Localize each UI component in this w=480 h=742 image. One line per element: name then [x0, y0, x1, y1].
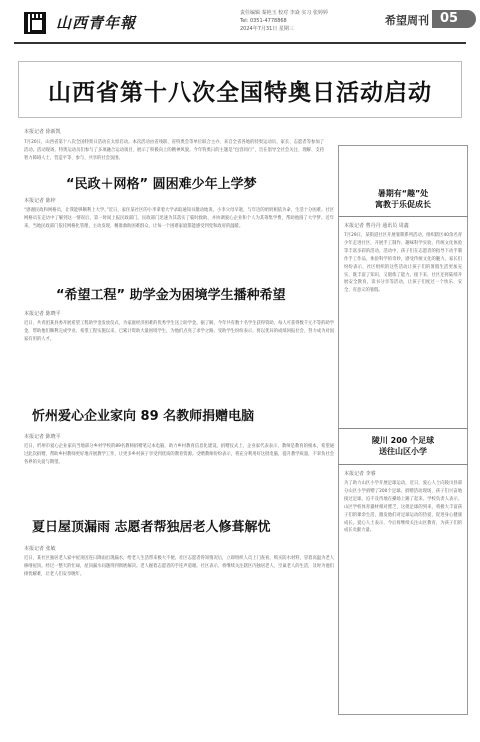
story4-body: 近日，某社区独居老人家中屋顶因连日降雨出现漏水，给老人生活带来极大不便。社区志愿者得知情况后，立即组织人员上门查看，购买防水材料，冒着高温为老人修缮屋顶。经过一整天的忙碌，屋顶漏水问题得到彻底解决。老人握着志愿者的手连声道谢。社区表示，将继续关注辖区内独居老人、空巢老人的生活，及时为他们排忧解难，让老人们安享晚年。 [24, 556, 334, 577]
story4-byline: 本报记者 张敏 [24, 546, 56, 552]
story3-byline: 本报记者 陈晓平 [24, 434, 61, 440]
lead-headline: 山西省第十八次全国特奥日活动启动 [48, 80, 432, 106]
editor-line: 责任编辑 秦艳玉 校对 李焱 实习 张婷婷 [240, 10, 328, 16]
section-title: 希望周刊 [385, 14, 429, 27]
masthead-divider [14, 42, 466, 44]
story2-byline: 本报记者 陈晓平 [24, 311, 61, 317]
sidebar2-body: 为了助力山区小学开展足球运动，近日，爱心人士向陵川县部分山区小学捐赠了200个足球。捐赠活动现场，孩子们兴奋地接过足球，迫不及待地在操场上踢了起来。学校负责人表示，山区学校体育器材相对匮乏，这批足球的到来，将极大丰富孩子们的课余生活，激发他们对足球运动的热爱，促进身心健康成长。爱心人士表示，今后将继续关注山区教育，为孩子们的成长贡献力量。 [344, 481, 462, 534]
story2-headline: “希望工程” 助学金为困境学生播种希望 [56, 288, 286, 303]
sidebar1-divider [338, 216, 468, 217]
sidebar1-byline: 本报记者 曹丹丹 通讯员 周鑫 [344, 223, 409, 229]
sidebar2-top-divider [338, 428, 468, 429]
story1-headline: “民政＋网格” 圆困难少年上学梦 [66, 177, 257, 192]
story3-headline: 忻州爱心企业家向 89 名教师捐赠电脑 [32, 409, 255, 424]
lead-byline: 本报记者 徐新凯 [24, 129, 61, 135]
page-number-badge: 05 [432, 10, 476, 28]
sidebar2-headline: 陵川 200 个足球 送往山区小学 [371, 436, 435, 456]
date-line: 2024年7月31日 星期三 [240, 26, 294, 32]
sidebar2-divider [338, 464, 468, 465]
sidebar1-body: 7月29日，某街道社区开展暑期系列活动，组织辖区40余名青少年走进社区，开展手工制作、趣味科学实验、传统文化体验等丰富多彩的活动。活动中，孩子们在志愿者的指导下动手制作手工作品，体验科学的奇妙，感受传统文化的魅力。家长们纷纷表示，社区组织的这些活动让孩子们的暑假生活更加充实，既丰富了知识，又锻炼了能力。接下来，社区还将陆续开展安全教育、读书分享等活动，让孩子们度过一个快乐、安全、有意义的暑假。 [344, 233, 462, 294]
story1-body: “感谢民政和网格员，让我能够顺利上大学。”近日，家住某社区的小李拿着大学录取通知书激动地说。小李父母早逝，与年迈的奶奶相依为命，生活十分困难。社区网格员在走访中了解到这一情况后，第一时间上报民政部门。民政部门迅速为其落实了临时救助，并协调爱心企业和个人为其筹集学费，帮助他圆了大学梦。近年来，当地民政部门依托网格化管理，主动发现、精准救助困难群众，让每一个困难家庭都能感受到党和政府的温暖。 [24, 208, 334, 229]
publication-info [240, 9, 380, 33]
lead-body: 7月20日，山西省第十八次全国特奥日活动在太原启动。本次活动由省残联、省特奥会等单位联合主办，来自全省各地的特奥运动员、家长、志愿者等参加了活动。活动现场，特奥运动员们参与了多项融合运动项目，展示了积极向上的精神风貌。今年特奥日的主题是“包容同行”，旨在倡导全社会关注、理解、支持智力障碍人士，营造平等、参与、共享的社会氛围。 [24, 140, 324, 161]
qr-code-icon [24, 12, 46, 34]
story2-body: 近日，共青团某县委开展希望工程助学金发放仪式，为家庭经济困难的优秀学生送上助学金。据了解，今年共有数十名学生获得资助，每人可获得数千元不等的助学金，帮助他们顺利完成学业。希望工程实施以来，已累计资助大量困境学生，为他们点亮了求学之路。受助学生纷纷表示，将以优异的成绩回报社会，努力成为对国家有用的人才。 [24, 321, 334, 342]
story1-byline: 本报记者 陈梓 [24, 198, 56, 204]
story3-body: 近日，忻州市爱心企业家向当地部分乡村学校的89名教师捐赠笔记本电脑，助力乡村教育信息化建设。捐赠仪式上，企业家代表表示，教师是教育的根本，希望通过此次捐赠，帮助乡村教师更好地开展教学工作，让更多乡村孩子享受到优质的教育资源。受赠教师纷纷表示，将充分利用好这批电脑，提升教学质量，不辜负社会各界的关爱与期望。 [24, 444, 334, 465]
sidebar2-byline: 本报记者 李睿 [344, 471, 376, 477]
sidebar1-headline: 暑期有“趣”处 寓教于乐促成长 [375, 189, 431, 209]
phone-line: Tel: 0351-4778868 [240, 18, 287, 24]
masthead [0, 0, 480, 46]
newspaper-logo: 山西青年報 [56, 14, 137, 32]
story4-headline: 夏日屋顶漏雨 志愿者帮独居老人修葺解忧 [32, 520, 271, 535]
